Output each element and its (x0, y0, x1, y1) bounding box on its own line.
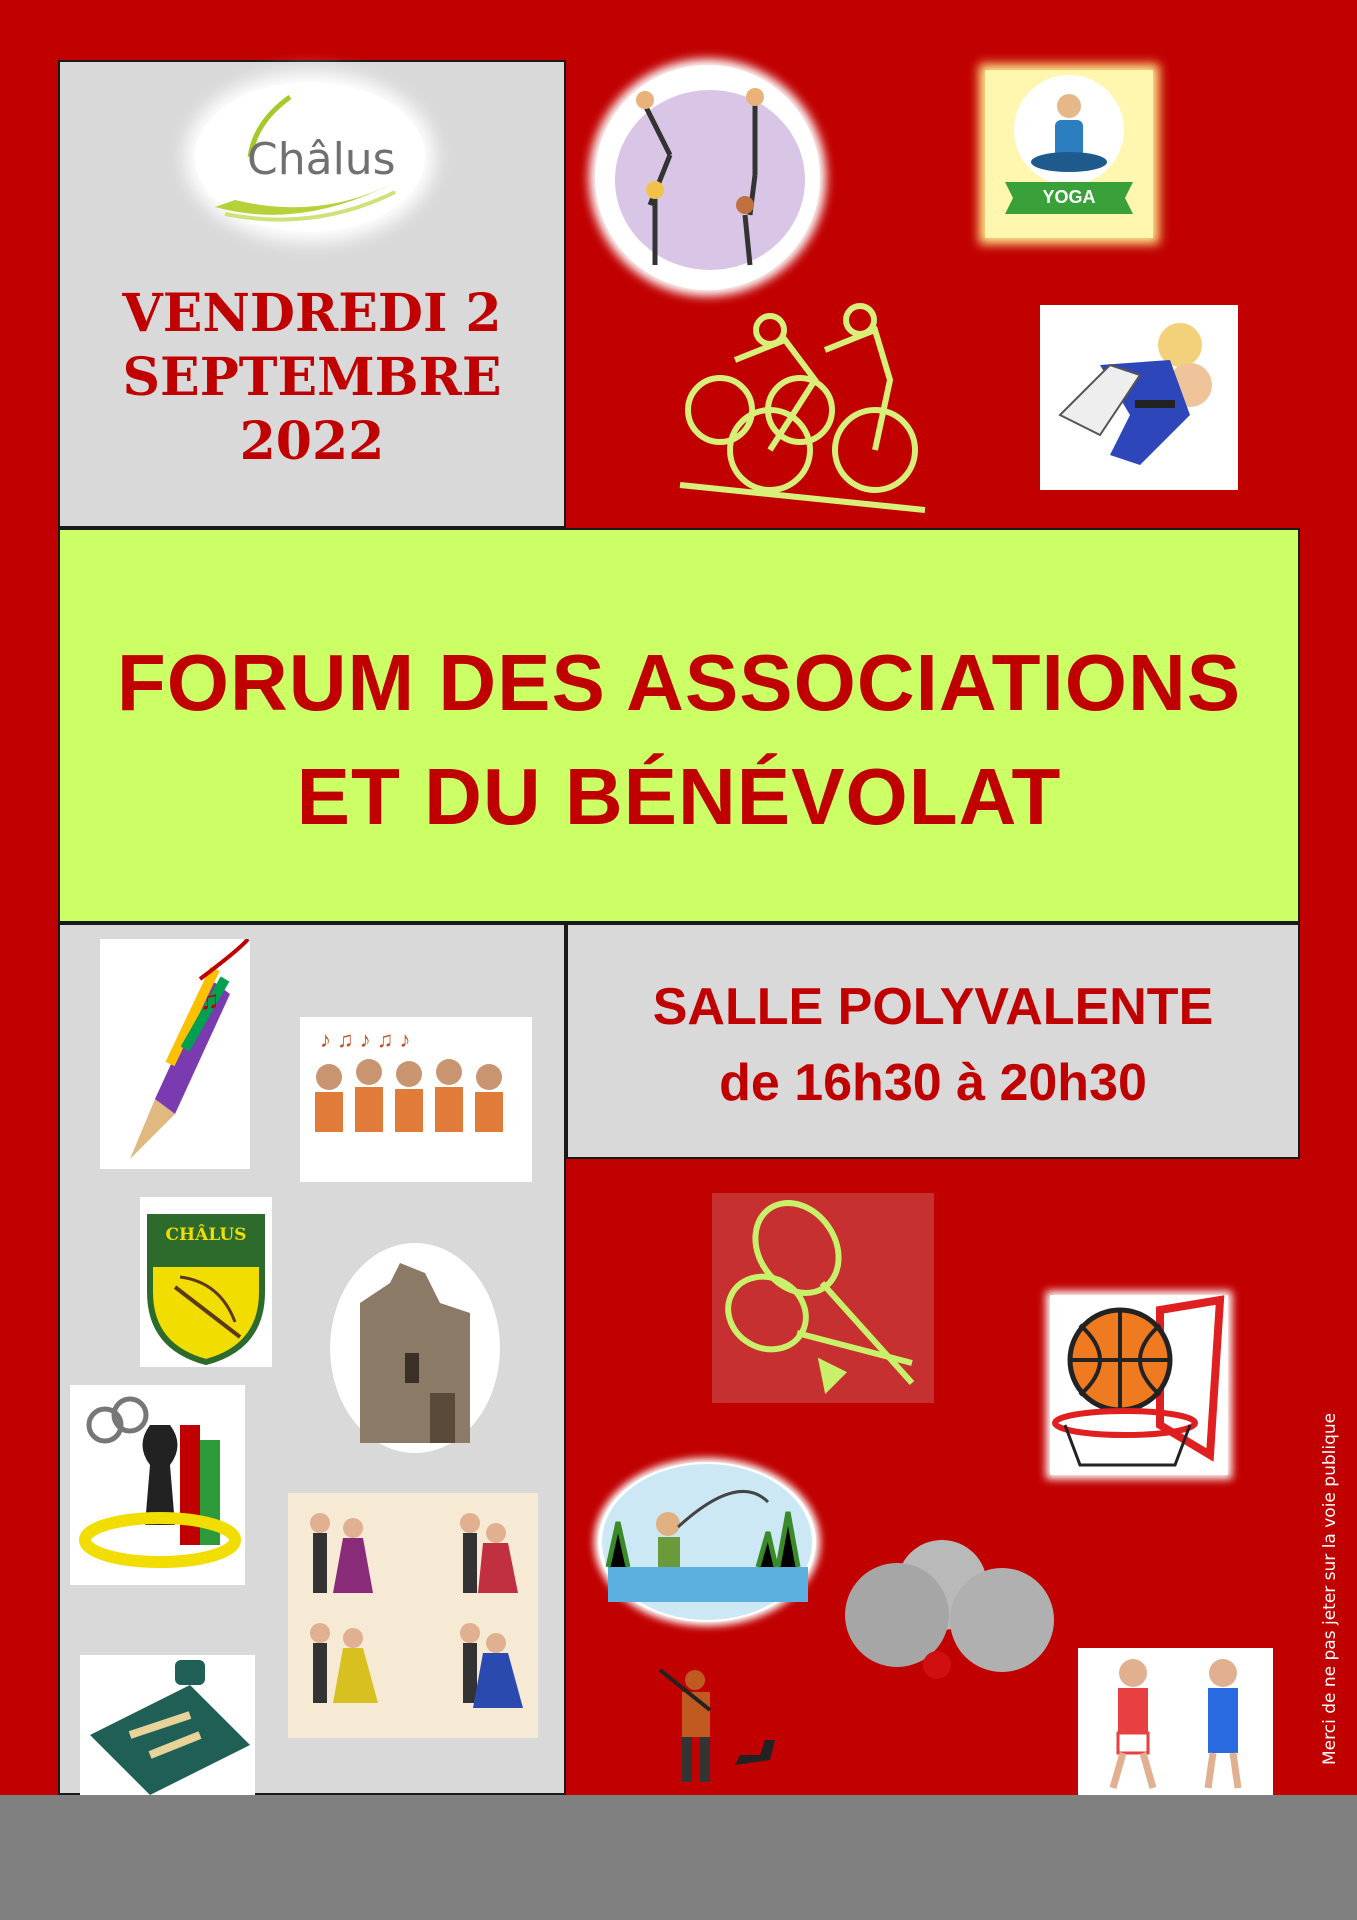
music-pencil-image (100, 939, 250, 1169)
sewing-image (70, 1385, 245, 1585)
history-crest-image (140, 1197, 272, 1367)
venue-name: SALLE POLYVALENTE (652, 978, 1214, 1036)
yoga-label: YOGA (1042, 187, 1096, 207)
hunting-image (650, 1665, 780, 1795)
date-line-1: VENDREDI 2 (122, 283, 502, 344)
venue-panel (566, 923, 1300, 1159)
petanque-image (842, 1540, 1064, 1690)
badminton-image (712, 1193, 934, 1403)
date-panel (58, 60, 566, 528)
footer-note: Merci de ne pas jeter sur la voie publique (1320, 1412, 1340, 1765)
scrabble-image (80, 1655, 255, 1795)
basketball-image (1050, 1295, 1228, 1475)
date-line-2: SEPTEMBRE (122, 347, 502, 408)
crest-label: CHÂLUS (165, 1225, 247, 1245)
football-kids-image (1078, 1648, 1273, 1795)
date-line-3: 2022 (239, 411, 385, 472)
bottom-bar (0, 1795, 1357, 1920)
svg-text:♫: ♫ (200, 985, 220, 1015)
venue-info (568, 969, 1298, 1121)
fishing-image (598, 1462, 816, 1622)
svg-text:♪ ♫ ♪ ♫ ♪: ♪ ♫ ♪ ♫ ♪ (320, 1027, 411, 1052)
cycling-image (675, 300, 935, 515)
left-image-panel (58, 923, 566, 1795)
title-line-2: ET DU BÉNÉVOLAT (296, 752, 1062, 841)
title-line-1: FORUM DES ASSOCIATIONS (116, 638, 1242, 727)
fitness-image (595, 65, 820, 290)
venue-hours: de 16h30 à 20h30 (719, 1054, 1147, 1112)
castle-tower-image (330, 1243, 500, 1453)
judo-image (1040, 305, 1238, 490)
dance-image (288, 1493, 538, 1738)
choir-image (300, 1017, 532, 1182)
yoga-image (985, 70, 1153, 238)
chalus-logo (195, 82, 425, 232)
event-title (60, 626, 1298, 854)
logo-text: Châlus (247, 134, 396, 185)
title-panel (58, 528, 1300, 923)
